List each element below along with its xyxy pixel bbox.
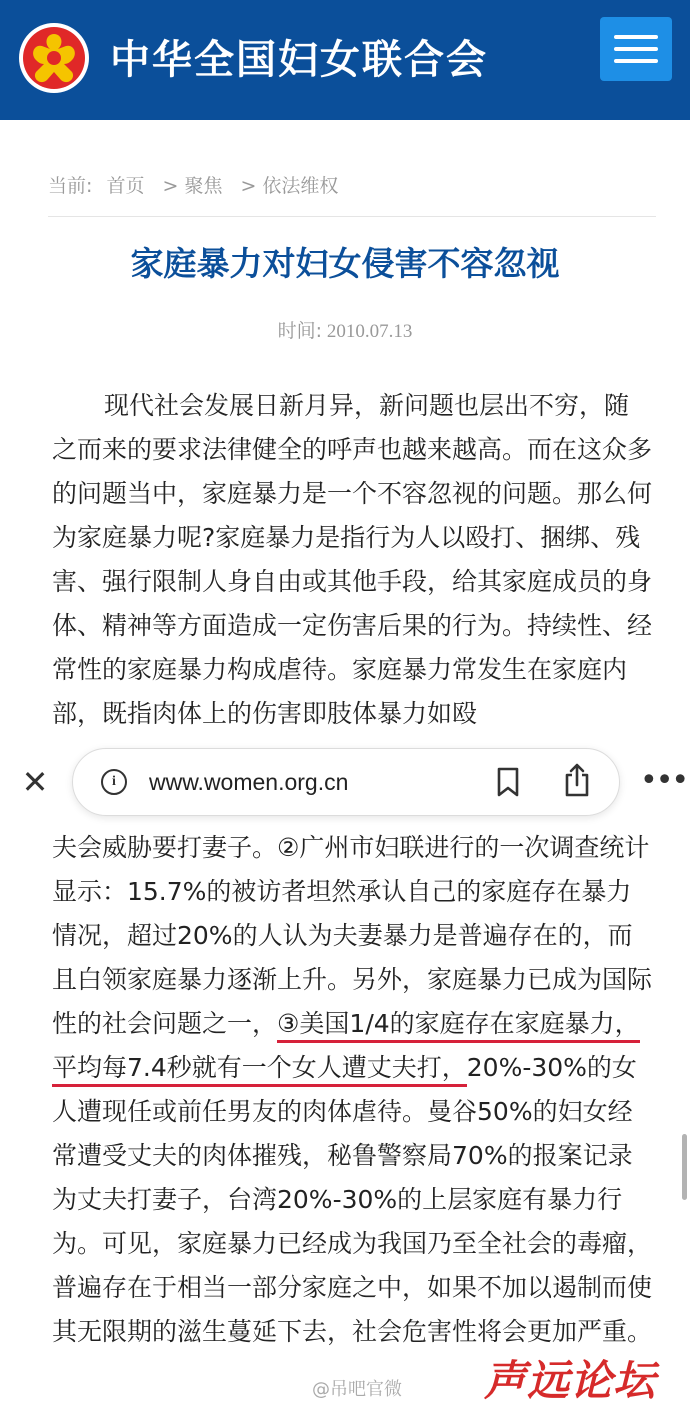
scrollbar[interactable] bbox=[682, 1134, 687, 1200]
bookmark-icon[interactable] bbox=[495, 767, 521, 797]
more-icon[interactable]: ••• bbox=[640, 763, 688, 798]
watermark: @吊吧官微 bbox=[312, 1379, 402, 1400]
paragraph-text: 夫会威胁要打妻子。②广州市妇联进行的一次调查统计显示：15.7%的被访者坦然承认自己的家庭存在暴力情况，超过20%的人认为夫妻暴力是普遍存在的，而且白领家庭暴力逐渐上升。另外，家庭暴力已成为国际性的社会问题之一， bbox=[52, 833, 653, 1038]
breadcrumb bbox=[48, 170, 338, 202]
breadcrumb-prefix: 当前: bbox=[48, 175, 93, 197]
hamburger-menu-icon-bar bbox=[614, 47, 658, 51]
breadcrumb-item-legal-rights[interactable]: 依法维权 bbox=[262, 175, 339, 197]
share-icon[interactable] bbox=[563, 763, 591, 797]
hamburger-menu-icon-bar bbox=[614, 59, 658, 63]
article-date bbox=[0, 316, 690, 347]
breadcrumb-item-focus[interactable]: 聚焦 bbox=[184, 175, 223, 197]
hamburger-menu-icon bbox=[614, 35, 658, 39]
breadcrumb-separator: > bbox=[162, 175, 179, 197]
browser-address-bar bbox=[0, 748, 690, 818]
breadcrumb-item-home[interactable]: 首页 bbox=[106, 175, 145, 197]
info-icon[interactable]: i bbox=[101, 769, 127, 795]
date-label: 时间: bbox=[277, 320, 323, 342]
article-paragraph-1: 现代社会发展日新月异，新问题也层出不穷，随之而来的要求法律健全的呼声也越来越高。而在这众多的问题当中，家庭暴力是一个不容忽视的问题。那么何为家庭暴力呢?家庭暴力是指行为人以殴打、捆绑、残害、强行限制人身自由或其他手段，给其家庭成员的身体、精神等方面造成一定伤害后果的行为。持续性、经常性的家庭暴力构成虐待。家庭暴力常发生在家庭内部，既指肉体上的伤害即肢体暴力如殴 bbox=[52, 391, 653, 728]
article-paragraph-2 bbox=[52, 826, 652, 1354]
corner-logo: 声远论坛 bbox=[484, 1356, 657, 1405]
paragraph-text: 20%-30%的女人遭现任或前任男友的肉体虐待。曼谷50%的妇女经常遭受丈夫的肉体摧残，秘鲁警察局70%的报案记录为丈夫打妻子，台湾20%-30%的上层家庭有暴力行为。可见，家庭暴力已经成为我国乃至全社会的毒瘤，普遍存在于相当一部分家庭之中，如果不加以遏制而使其无限期的滋生蔓延下去，社会危害性将会更加严重。 bbox=[52, 1053, 653, 1346]
close-icon[interactable]: ✕ bbox=[21, 763, 49, 801]
article-title: 家庭暴力对妇女侵害不容忽视 bbox=[130, 244, 560, 283]
site-header bbox=[0, 0, 690, 120]
site-title[interactable]: 中华全国妇女联合会 bbox=[110, 37, 488, 83]
breadcrumb-separator: > bbox=[240, 175, 257, 197]
women-federation-emblem-icon[interactable] bbox=[18, 22, 90, 94]
divider bbox=[48, 216, 656, 217]
url-field[interactable] bbox=[72, 748, 620, 816]
date-value: 2010.07.13 bbox=[326, 321, 413, 342]
highlighted-sentence: ③美国1/4的家庭存在家庭暴力，平均每7.4秒就有一个女人遭丈夫打， bbox=[52, 1009, 640, 1087]
url-text[interactable]: www.women.org.cn bbox=[149, 769, 349, 795]
menu-button[interactable] bbox=[600, 17, 672, 81]
